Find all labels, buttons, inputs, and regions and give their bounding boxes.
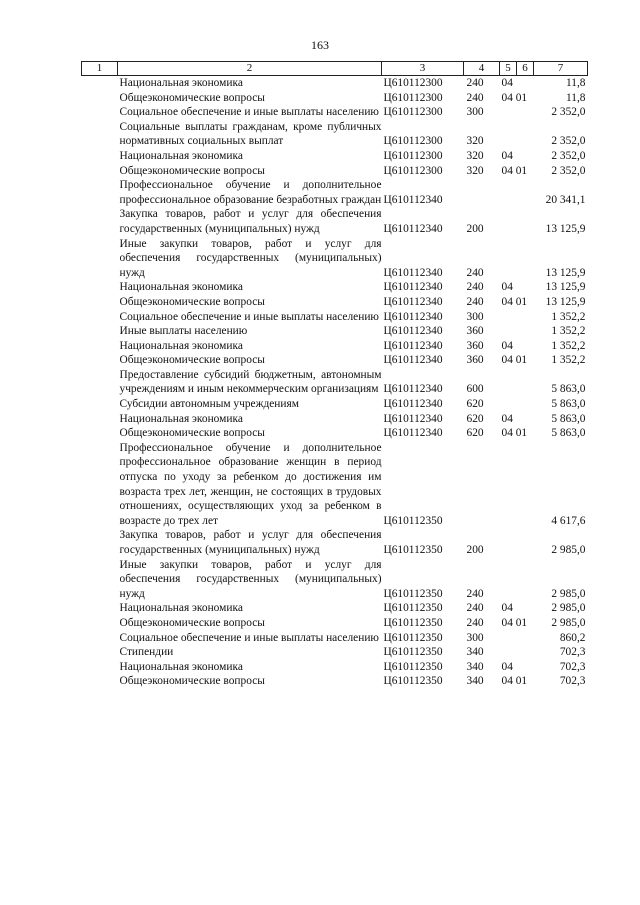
table-row <box>82 674 588 689</box>
column-header-7: 7 <box>534 62 588 76</box>
amount-cell: 5 863,0 <box>551 412 586 425</box>
item-name-cell: Иные закупки товаров, работ и услуг для обеспечения государственных (муниципальных) нужд <box>119 558 382 600</box>
section-cell <box>500 558 534 602</box>
table-row <box>82 426 588 441</box>
page-number: 163 <box>311 38 329 52</box>
amount-cell: 2 985,0 <box>551 602 586 615</box>
row-number-cell <box>82 412 118 427</box>
row-number-cell <box>82 631 118 646</box>
item-name-cell: Профессиональное обучение и дополнительное профессиональное образование безработных граждан <box>119 179 382 206</box>
table-row <box>82 397 588 412</box>
item-name-cell: Общеэкономические вопросы <box>119 616 265 629</box>
item-name-cell: Закупка товаров, работ и услуг для обеспечения государственных (муниципальных) нужд <box>119 208 382 235</box>
target-code-cell: Ц610112350 <box>383 616 443 629</box>
section-cell: 04 01 <box>501 91 528 104</box>
table-row <box>82 616 588 631</box>
row-number-cell <box>82 528 118 557</box>
target-code-cell: Ц610112340 <box>383 266 443 279</box>
item-name-cell: Национальная экономика <box>119 149 243 162</box>
section-cell: 04 <box>501 602 513 615</box>
row-number-cell <box>82 280 118 295</box>
item-name-cell: Национальная экономика <box>119 77 243 89</box>
table-row <box>82 645 588 660</box>
item-name-cell: Предоставление субсидий бюджетным, автономным учреждениям и иным некоммерческим организациям <box>119 368 382 396</box>
section-cell <box>500 631 534 646</box>
table-row <box>82 412 588 427</box>
target-code-cell: Ц610112340 <box>383 398 443 411</box>
target-code-cell: Ц610112350 <box>383 544 443 556</box>
section-cell <box>500 441 534 529</box>
amount-cell: 5 863,0 <box>551 398 586 411</box>
target-code-cell: Ц610112300 <box>383 164 443 177</box>
expense-type-cell: 240 <box>466 295 484 308</box>
section-cell: 04 <box>501 660 513 673</box>
item-name-cell: Общеэкономические вопросы <box>119 675 265 688</box>
column-header-2: 2 <box>118 62 382 76</box>
item-name-cell: Общеэкономические вопросы <box>119 164 265 177</box>
section-cell <box>500 178 534 207</box>
row-number-cell <box>82 339 118 354</box>
column-header-6: 6 <box>517 62 534 76</box>
column-header-1: 1 <box>82 62 118 76</box>
expense-type-cell: 200 <box>466 544 484 556</box>
section-cell: 04 <box>501 412 513 425</box>
target-code-cell: Ц610112340 <box>383 427 443 440</box>
section-cell <box>500 368 534 397</box>
target-code-cell: Ц610112350 <box>383 514 443 527</box>
item-name-cell: Социальное обеспечение и иные выплаты населению <box>119 631 379 644</box>
table-row <box>82 601 588 616</box>
table-row <box>82 295 588 310</box>
expense-type-cell: 240 <box>466 587 484 600</box>
row-number-cell <box>82 426 118 441</box>
row-number-cell <box>82 105 118 120</box>
table-row <box>82 528 588 557</box>
target-code-cell: Ц610112340 <box>383 325 443 338</box>
row-number-cell <box>82 441 118 529</box>
item-name-cell: Национальная экономика <box>119 660 243 673</box>
table-row <box>82 310 588 325</box>
expense-type-cell: 360 <box>466 325 484 338</box>
item-name-cell: Национальная экономика <box>119 602 243 615</box>
item-name-cell: Общеэкономические вопросы <box>119 91 265 104</box>
amount-cell: 702,3 <box>559 660 586 673</box>
target-code-cell: Ц610112340 <box>383 295 443 308</box>
amount-cell: 702,3 <box>559 646 586 659</box>
target-code-cell: Ц610112300 <box>383 135 443 148</box>
item-name-cell: Национальная экономика <box>119 339 243 352</box>
amount-cell: 13 125,9 <box>545 295 586 308</box>
row-number-cell <box>82 558 118 602</box>
item-name-cell: Иные выплаты населению <box>119 325 248 338</box>
column-header-4: 4 <box>464 62 500 76</box>
section-cell: 04 <box>501 339 513 352</box>
expense-type-cell: 240 <box>466 602 484 615</box>
target-code-cell: Ц610112340 <box>383 310 443 323</box>
table-row <box>82 120 588 149</box>
row-number-cell <box>82 149 118 164</box>
table-row <box>82 207 588 236</box>
section-cell <box>500 237 534 281</box>
table-row <box>82 91 588 106</box>
section-cell <box>500 645 534 660</box>
amount-cell: 2 985,0 <box>551 587 586 600</box>
row-number-cell <box>82 295 118 310</box>
expense-type-cell <box>464 178 500 207</box>
amount-cell: 20 341,1 <box>545 193 586 206</box>
amount-cell: 1 352,2 <box>551 310 586 323</box>
row-number-cell <box>82 353 118 368</box>
amount-cell: 2 985,0 <box>551 544 586 556</box>
row-number-cell <box>82 76 118 91</box>
target-code-cell: Ц610112350 <box>383 631 443 644</box>
expense-type-cell: 360 <box>466 354 484 367</box>
table-row <box>82 441 588 529</box>
item-name-cell: Стипендии <box>119 646 174 659</box>
section-cell: 04 01 <box>501 354 528 367</box>
table-row <box>82 149 588 164</box>
row-number-cell <box>82 660 118 675</box>
expense-type-cell: 340 <box>466 675 484 688</box>
item-name-cell: Иные закупки товаров, работ и услуг для обеспечения государственных (муниципальных) нужд <box>119 237 382 279</box>
expense-type-cell: 340 <box>466 660 484 673</box>
row-number-cell <box>82 120 118 149</box>
amount-cell: 13 125,9 <box>545 266 586 279</box>
amount-cell: 4 617,6 <box>551 514 586 527</box>
table-row <box>82 558 588 602</box>
item-name-cell: Общеэкономические вопросы <box>119 354 265 367</box>
item-name-cell: Социальное обеспечение и иные выплаты населению <box>119 106 379 119</box>
table-row <box>82 178 588 207</box>
target-code-cell: Ц610112350 <box>383 602 443 615</box>
row-number-cell <box>82 237 118 281</box>
table-row <box>82 105 588 120</box>
amount-cell: 2 352,0 <box>551 106 586 119</box>
table-header <box>82 62 588 76</box>
column-header-3: 3 <box>382 62 464 76</box>
section-cell: 04 <box>501 77 513 89</box>
expense-type-cell: 300 <box>466 631 484 644</box>
target-code-cell: Ц610112350 <box>383 587 443 600</box>
section-cell: 04 <box>501 281 513 294</box>
item-name-cell: Социальные выплаты гражданам, кроме публичных нормативных социальных выплат <box>119 120 382 148</box>
budget-table <box>81 61 588 689</box>
table-row <box>82 353 588 368</box>
row-number-cell <box>82 324 118 339</box>
row-number-cell <box>82 645 118 660</box>
section-cell <box>500 310 534 325</box>
section-cell: 04 <box>501 149 513 162</box>
target-code-cell: Ц610112340 <box>383 339 443 352</box>
expense-type-cell: 240 <box>466 91 484 104</box>
section-cell <box>500 324 534 339</box>
target-code-cell: Ц610112340 <box>383 281 443 294</box>
row-number-cell <box>82 397 118 412</box>
target-code-cell: Ц610112340 <box>383 222 443 235</box>
row-number-cell <box>82 207 118 236</box>
section-cell <box>500 207 534 236</box>
section-cell <box>500 397 534 412</box>
item-name-cell: Общеэкономические вопросы <box>119 427 265 440</box>
row-number-cell <box>82 91 118 106</box>
amount-cell: 11,8 <box>565 91 586 104</box>
table-row <box>82 368 588 397</box>
table-row <box>82 280 588 295</box>
item-name-cell: Социальное обеспечение и иные выплаты населению <box>119 310 379 323</box>
section-cell <box>500 120 534 149</box>
target-code-cell: Ц610112300 <box>383 91 443 104</box>
expense-type-cell: 620 <box>466 398 484 411</box>
expense-type-cell: 300 <box>466 106 484 119</box>
target-code-cell: Ц610112340 <box>383 383 443 396</box>
amount-cell: 1 352,2 <box>551 339 586 352</box>
expense-type-cell: 600 <box>466 383 484 396</box>
section-cell <box>500 105 534 120</box>
row-number-cell <box>82 616 118 631</box>
expense-type-cell: 240 <box>466 77 484 89</box>
row-number-cell <box>82 164 118 179</box>
amount-cell: 13 125,9 <box>545 281 586 294</box>
column-header-5: 5 <box>500 62 517 76</box>
amount-cell: 1 352,2 <box>551 354 586 367</box>
target-code-cell: Ц610112300 <box>383 149 443 162</box>
amount-cell: 5 863,0 <box>551 427 586 440</box>
table-body <box>82 76 588 689</box>
expense-type-cell: 620 <box>466 427 484 440</box>
expense-type-cell: 620 <box>466 412 484 425</box>
expense-type-cell: 320 <box>466 149 484 162</box>
target-code-cell: Ц610112340 <box>383 193 443 206</box>
expense-type-cell: 240 <box>466 266 484 279</box>
expense-type-cell: 300 <box>466 310 484 323</box>
row-number-cell <box>82 674 118 689</box>
expense-type-cell <box>464 441 500 529</box>
expense-type-cell: 340 <box>466 646 484 659</box>
target-code-cell: Ц610112350 <box>383 646 443 659</box>
amount-cell: 2 985,0 <box>551 616 586 629</box>
table-row <box>82 339 588 354</box>
table-row <box>82 237 588 281</box>
section-cell: 04 01 <box>501 675 528 688</box>
expense-type-cell: 320 <box>466 135 484 148</box>
amount-cell: 2 352,0 <box>551 135 586 148</box>
expense-type-cell: 240 <box>466 281 484 294</box>
target-code-cell: Ц610112300 <box>383 77 443 89</box>
item-name-cell: Общеэкономические вопросы <box>119 295 265 308</box>
row-number-cell <box>82 310 118 325</box>
row-number-cell <box>82 178 118 207</box>
amount-cell: 2 352,0 <box>551 164 586 177</box>
row-number-cell <box>82 601 118 616</box>
amount-cell: 860,2 <box>559 631 586 644</box>
section-cell: 04 01 <box>501 164 528 177</box>
item-name-cell: Профессиональное обучение и дополнительное профессиональное образование женщин в период отпуска по уходу за ребенком до достижения им возраста трех лет, женщин, не состоящих в трудовых отношениях, осуществляющих уход за ребенком в возрасте до трех лет <box>119 441 382 527</box>
expense-type-cell: 240 <box>466 616 484 629</box>
target-code-cell: Ц610112340 <box>383 354 443 367</box>
amount-cell: 1 352,2 <box>551 325 586 338</box>
item-name-cell: Национальная экономика <box>119 281 243 294</box>
target-code-cell: Ц610112340 <box>383 412 443 425</box>
item-name-cell: Субсидии автономным учреждениям <box>119 398 299 411</box>
section-cell: 04 01 <box>501 427 528 440</box>
expense-type-cell: 200 <box>466 222 484 235</box>
section-cell: 04 01 <box>501 295 528 308</box>
row-number-cell <box>82 368 118 397</box>
table-row <box>82 631 588 646</box>
amount-cell: 702,3 <box>559 675 586 688</box>
table-row <box>82 660 588 675</box>
section-cell: 04 01 <box>501 616 528 629</box>
target-code-cell: Ц610112350 <box>383 675 443 688</box>
target-code-cell: Ц610112300 <box>383 106 443 119</box>
table-row <box>82 324 588 339</box>
expense-type-cell: 320 <box>466 164 484 177</box>
amount-cell: 5 863,0 <box>551 383 586 396</box>
amount-cell: 11,8 <box>565 77 586 89</box>
item-name-cell: Закупка товаров, работ и услуг для обеспечения государственных (муниципальных) нужд <box>119 529 382 556</box>
table-row <box>82 76 588 91</box>
expense-type-cell: 360 <box>466 339 484 352</box>
amount-cell: 2 352,0 <box>551 149 586 162</box>
amount-cell: 13 125,9 <box>545 222 586 235</box>
table-row <box>82 164 588 179</box>
section-cell <box>500 528 534 557</box>
item-name-cell: Национальная экономика <box>119 412 243 425</box>
target-code-cell: Ц610112350 <box>383 660 443 673</box>
